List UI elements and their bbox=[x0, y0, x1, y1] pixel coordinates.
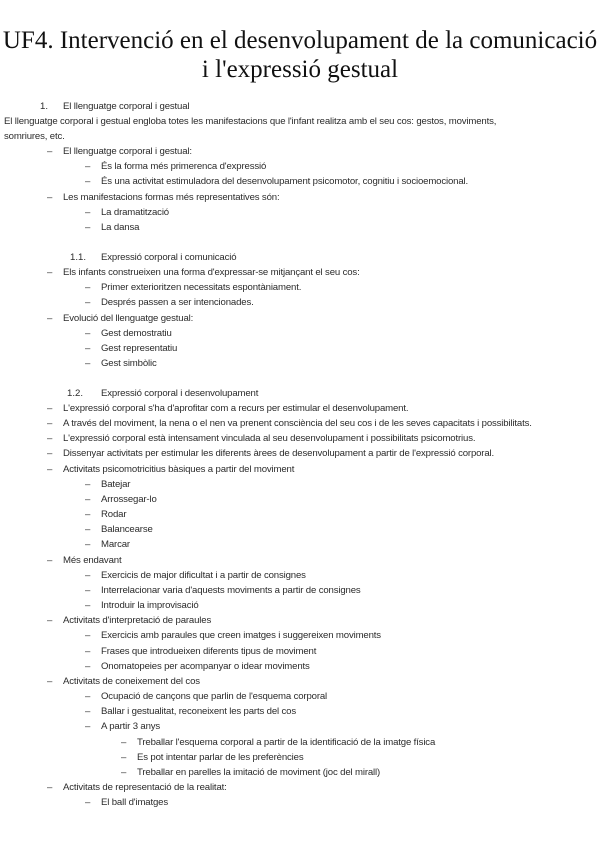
bullet-dash: – bbox=[85, 176, 91, 188]
list-item: Evolució del llenguatge gestual: bbox=[63, 312, 194, 324]
bullet-dash: – bbox=[47, 615, 53, 627]
list-item: Activitats d'interpretació de paraules bbox=[63, 615, 212, 627]
list-item: Interrelacionar varia d'aquests moviments a partir de consignes bbox=[101, 584, 361, 596]
list-item: Es pot intentar parlar de les preferències bbox=[137, 751, 304, 763]
bullet-dash: – bbox=[85, 600, 91, 612]
intro-paragraph: El llenguatge corporal i gestual engloba totes les manifestacions que l'infant realitza amb el seu cos: gestos, moviments, bbox=[4, 116, 497, 127]
bullet-dash: – bbox=[121, 766, 127, 778]
list-item: És la forma més primerenca d'expressió bbox=[101, 161, 267, 173]
list-item: Arrossegar-lo bbox=[101, 493, 157, 505]
bullet-dash: – bbox=[85, 660, 91, 672]
list-item: A través del moviment, la nena o el nen va prenent consciència del seu cos i de les seves capacitats i possibilitats. bbox=[63, 418, 532, 430]
bullet-dash: – bbox=[47, 146, 53, 157]
bullet-dash: – bbox=[47, 418, 53, 430]
list-item: La dramatització bbox=[101, 206, 169, 218]
bullet-dash: – bbox=[85, 706, 91, 718]
bullet-dash: – bbox=[85, 569, 91, 581]
bullet-dash: – bbox=[47, 675, 53, 687]
bullet-dash: – bbox=[85, 478, 91, 490]
list-item: Després passen a ser intencionades. bbox=[101, 297, 254, 309]
bullet-dash: – bbox=[85, 539, 91, 551]
list-item: Rodar bbox=[101, 509, 127, 521]
list-item: Marcar bbox=[101, 539, 130, 551]
bullet-dash: – bbox=[85, 297, 91, 309]
bullet-dash: – bbox=[85, 327, 91, 339]
bullet-dash: – bbox=[85, 343, 91, 354]
intro-paragraph: somriures, etc. bbox=[4, 131, 65, 142]
list-item: L'expressió corporal està intensament vinculada al seu desenvolupament i possibilitats psicomotrius. bbox=[63, 433, 476, 445]
list-item: La dansa bbox=[101, 222, 140, 233]
bullet-dash: – bbox=[85, 358, 91, 370]
bullet-dash: – bbox=[85, 797, 91, 809]
list-item: Introduir la improvisació bbox=[101, 600, 199, 612]
list-item: Activitats psicomotricitius bàsiques a partir del moviment bbox=[63, 463, 295, 475]
list-item: A partir 3 anys bbox=[101, 721, 161, 733]
list-item: Activitats de coneixement del cos bbox=[63, 675, 200, 687]
list-item: Activitats de representació de la realitat: bbox=[63, 782, 227, 793]
bullet-dash: – bbox=[47, 312, 53, 324]
list-item: Frases que introdueixen diferents tipus de moviment bbox=[101, 645, 317, 657]
bullet-dash: – bbox=[85, 721, 91, 733]
section-1-heading: El llenguatge corporal i gestual bbox=[63, 101, 190, 112]
bullet-dash: – bbox=[121, 736, 127, 748]
bullet-dash: – bbox=[47, 782, 53, 793]
bullet-dash: – bbox=[47, 191, 53, 203]
bullet-dash: – bbox=[85, 630, 91, 642]
bullet-dash: – bbox=[85, 161, 91, 173]
bullet-dash: – bbox=[85, 493, 91, 505]
bullet-dash: – bbox=[85, 691, 91, 703]
bullet-dash: – bbox=[47, 448, 53, 460]
section-1-1-number: 1.1. bbox=[70, 252, 87, 263]
bullet-dash: – bbox=[85, 282, 91, 294]
list-item: Més endavant bbox=[63, 554, 122, 566]
page-title: UF4. Intervenció en el desenvolupament de la comunicació i l'expressió gestual bbox=[2, 27, 598, 83]
list-item: Els infants construeixen una forma d'expressar-se mitjançant el seu cos: bbox=[63, 267, 360, 278]
list-item: Primer exterioritzen necessitats espontàniament. bbox=[101, 282, 302, 294]
bullet-dash: – bbox=[85, 222, 91, 233]
list-item: Ballar i gestualitat, reconeixent les parts del cos bbox=[101, 706, 296, 718]
list-item: Exercicis de major dificultat i a partir de consignes bbox=[101, 569, 306, 581]
list-item: Onomatopeies per acompanyar o idear moviments bbox=[101, 660, 310, 672]
bullet-dash: – bbox=[47, 554, 53, 566]
list-item: Gest representatiu bbox=[101, 343, 178, 354]
bullet-dash: – bbox=[85, 645, 91, 657]
list-item: Treballar en parelles la imitació de moviment (joc del mirall) bbox=[137, 766, 381, 778]
bullet-dash: – bbox=[121, 751, 127, 763]
bullet-dash: – bbox=[47, 403, 53, 414]
list-item: Les manifestacions formas més representatives són: bbox=[63, 191, 280, 203]
list-item: Exercicis amb paraules que creen imatges i suggereixen moviments bbox=[101, 630, 381, 642]
bullet-dash: – bbox=[47, 267, 53, 278]
bullet-dash: – bbox=[85, 524, 91, 536]
bullet-dash: – bbox=[85, 509, 91, 521]
list-item: Gest simbòlic bbox=[101, 358, 157, 370]
bullet-dash: – bbox=[85, 206, 91, 218]
list-item: El ball d'imatges bbox=[101, 797, 169, 809]
section-1-2-number: 1.2. bbox=[67, 388, 84, 399]
list-item: El llenguatge corporal i gestual: bbox=[63, 146, 192, 157]
bullet-dash: – bbox=[47, 433, 53, 445]
bullet-dash: – bbox=[47, 463, 53, 475]
list-item: Dissenyar activitats per estimular les diferents àrees de desenvolupament a partir de l'expressió corporal. bbox=[63, 448, 495, 460]
section-1-1-heading: Expressió corporal i comunicació bbox=[101, 252, 237, 263]
section-1-2-heading: Expressió corporal i desenvolupament bbox=[101, 388, 259, 399]
list-item: Balancearse bbox=[101, 524, 153, 536]
list-item: Ocupació de cançons que parlin de l'esquema corporal bbox=[101, 691, 328, 703]
list-item: L'expressió corporal s'ha d'aprofitar com a recurs per estimular el desenvolupament. bbox=[63, 403, 409, 414]
list-item: Gest demostratiu bbox=[101, 327, 172, 339]
list-item: Batejar bbox=[101, 478, 131, 490]
list-item: Treballar l'esquema corporal a partir de la identificació de la imatge física bbox=[137, 736, 436, 748]
list-item: És una activitat estimuladora del desenvolupament psicomotor, cognitiu i socioemocional. bbox=[101, 176, 469, 188]
bullet-dash: – bbox=[85, 584, 91, 596]
section-1-number: 1. bbox=[40, 101, 49, 112]
